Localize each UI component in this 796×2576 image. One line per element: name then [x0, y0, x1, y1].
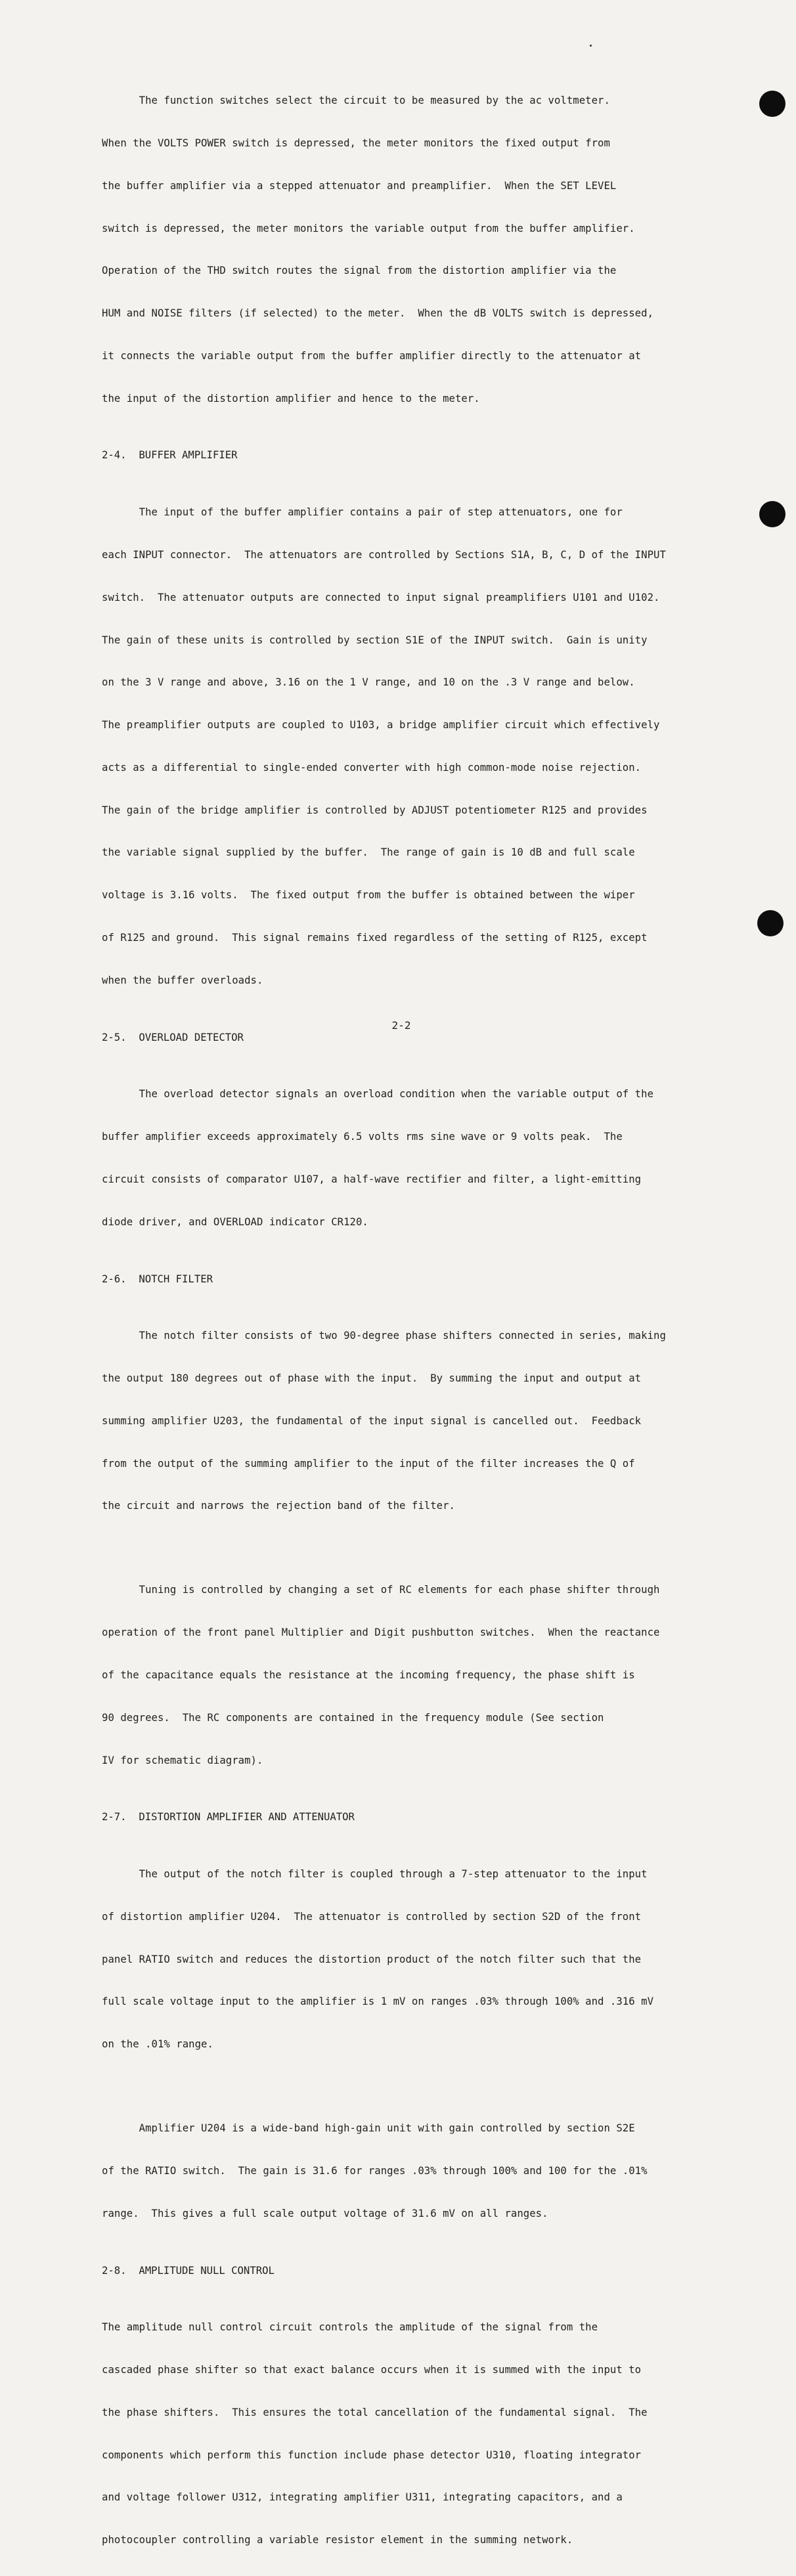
- buffer-amplifier-paragraph: [102, 477, 722, 1016]
- text-line: buffer amplifier exceeds approximately 6.5 volts rms sine wave or 9 volts peak. The: [102, 1131, 623, 1143]
- text-line: acts as a differential to single-ended converter with high common-mode noise rejection.: [102, 761, 642, 774]
- section-heading-amplitude-null-control: 2-8. AMPLITUDE NULL CONTROL: [102, 2264, 275, 2277]
- page-content: [102, 66, 722, 2576]
- text-line: circuit consists of comparator U107, a half-wave rectifier and filter, a light-emitting: [102, 1173, 642, 1185]
- text-line: IV for schematic diagram).: [102, 1754, 263, 1766]
- text-line: switch is depressed, the meter monitors the variable output from the buffer amplifier.: [102, 222, 635, 234]
- text-line: the output 180 degrees out of phase with the input. By summing the input and output at: [102, 1372, 642, 1385]
- text-line: The gain of these units is controlled by section S1E of the INPUT switch. Gain is unity: [102, 634, 648, 646]
- text-line: cascaded phase shifter so that exact balance occurs when it is summed with the input to: [102, 2364, 642, 2376]
- page-number: 2-2: [391, 1019, 411, 1032]
- text-line: of the RATIO switch. The gain is 31.6 for ranges .03% through 100% and 100 for the .01%: [102, 2164, 648, 2177]
- text-line: operation of the front panel Multiplier and Digit pushbutton switches. When the reactance: [102, 1626, 660, 1639]
- text-line: 90 degrees. The RC components are contained in the frequency module (See section: [102, 1711, 604, 1724]
- text-line: The overload detector signals an overload condition when the variable output of the: [102, 1088, 654, 1101]
- text-line: voltage is 3.16 volts. The fixed output from the buffer is obtained between the wiper: [102, 889, 635, 902]
- text-line: The output of the notch filter is coupled through a 7-step attenuator to the input: [102, 1868, 648, 1881]
- section-heading-buffer-amplifier: 2-4. BUFFER AMPLIFIER: [102, 449, 238, 462]
- text-line: it connects the variable output from the buffer amplifier directly to the attenuator at: [102, 349, 642, 362]
- overload-detector-paragraph: [102, 1059, 722, 1257]
- text-line: range. This gives a full scale output voltage of 31.6 mV on all ranges.: [102, 2207, 548, 2219]
- scan-speck: [590, 45, 592, 47]
- text-line: full scale voltage input to the amplifier is 1 mV on ranges .03% through 100% and .316 mV: [102, 1996, 654, 2008]
- text-line: When the VOLTS POWER switch is depressed, the meter monitors the fixed output from: [102, 137, 610, 149]
- text-line: photocoupler controlling a variable resistor element in the summing network.: [102, 2534, 573, 2546]
- text-line: of the capacitance equals the resistance at the incoming frequency, the phase shift is: [102, 1669, 635, 1681]
- text-line: Operation of the THD switch routes the signal from the distortion amplifier via the: [102, 265, 617, 277]
- text-line: The preamplifier outputs are coupled to U103, a bridge amplifier circuit which effectively: [102, 719, 660, 731]
- text-line: each INPUT connector. The attenuators are controlled by Sections S1A, B, C, D of the INPUT: [102, 549, 666, 561]
- text-line: on the .01% range.: [102, 2038, 213, 2051]
- text-line: on the 3 V range and above, 3.16 on the 1 V range, and 10 on the .3 V range and below.: [102, 676, 635, 689]
- text-line: The amplitude null control circuit controls the amplitude of the signal from the: [102, 2321, 598, 2334]
- section-heading-overload-detector: 2-5. OVERLOAD DETECTOR: [102, 1031, 244, 1043]
- text-line: the buffer amplifier via a stepped attenuator and preamplifier. When the SET LEVEL: [102, 179, 617, 192]
- text-line: components which perform this function include phase detector U310, floating integrator: [102, 2449, 642, 2461]
- text-line: panel RATIO switch and reduces the distortion product of the notch filter such that the: [102, 1953, 642, 1965]
- text-line: from the output of the summing amplifier to the input of the filter increases the Q of: [102, 1457, 635, 1470]
- text-line: summing amplifier U203, the fundamental of the input signal is cancelled out. Feedback: [102, 1414, 642, 1427]
- text-line: when the buffer overloads.: [102, 974, 263, 986]
- text-line: the circuit and narrows the rejection band of the filter.: [102, 1500, 455, 1512]
- intro-paragraph: [102, 66, 722, 434]
- text-line: and voltage follower U312, integrating amplifier U311, integrating capacitors, and a: [102, 2491, 623, 2504]
- text-line: the phase shifters. This ensures the total cancellation of the fundamental signal. The: [102, 2406, 648, 2418]
- distortion-amplifier-paragraph-2: [102, 2093, 722, 2250]
- distortion-amplifier-paragraph-1: [102, 1839, 722, 2080]
- text-line: The function switches select the circuit to be measured by the ac voltmeter.: [102, 95, 610, 107]
- text-line: switch. The attenuator outputs are connected to input signal preamplifiers U101 and U102.: [102, 591, 660, 603]
- binder-hole-bottom: [757, 910, 784, 936]
- text-line: of distortion amplifier U204. The attenuator is controlled by section S2D of the front: [102, 1910, 642, 1923]
- notch-filter-paragraph-2: [102, 1555, 722, 1796]
- section-heading-distortion-amplifier: 2-7. DISTORTION AMPLIFIER AND ATTENUATOR: [102, 1811, 355, 1823]
- text-line: HUM and NOISE filters (if selected) to the meter. When the dB VOLTS switch is depressed,: [102, 307, 654, 320]
- text-line: The input of the buffer amplifier contains a pair of step attenuators, one for: [102, 506, 623, 519]
- section-heading-notch-filter: 2-6. NOTCH FILTER: [102, 1273, 213, 1285]
- binder-hole-top: [759, 91, 785, 117]
- text-line: The notch filter consists of two 90-degree phase shifters connected in series, making: [102, 1330, 666, 1342]
- text-line: the variable signal supplied by the buffer. The range of gain is 10 dB and full scale: [102, 846, 635, 859]
- text-line: Amplifier U204 is a wide-band high-gain unit with gain controlled by section S2E: [102, 2122, 635, 2135]
- amplitude-null-control-paragraph: [102, 2292, 722, 2576]
- text-line: The gain of the bridge amplifier is controlled by ADJUST potentiometer R125 and provides: [102, 804, 648, 816]
- notch-filter-paragraph-1: [102, 1301, 722, 1542]
- text-line: Tuning is controlled by changing a set of RC elements for each phase shifter through: [102, 1584, 660, 1596]
- text-line: of R125 and ground. This signal remains fixed regardless of the setting of R125, except: [102, 932, 648, 944]
- text-line: the input of the distortion amplifier and hence to the meter.: [102, 392, 480, 404]
- binder-hole-middle: [759, 501, 785, 527]
- text-line: diode driver, and OVERLOAD indicator CR120.: [102, 1215, 368, 1228]
